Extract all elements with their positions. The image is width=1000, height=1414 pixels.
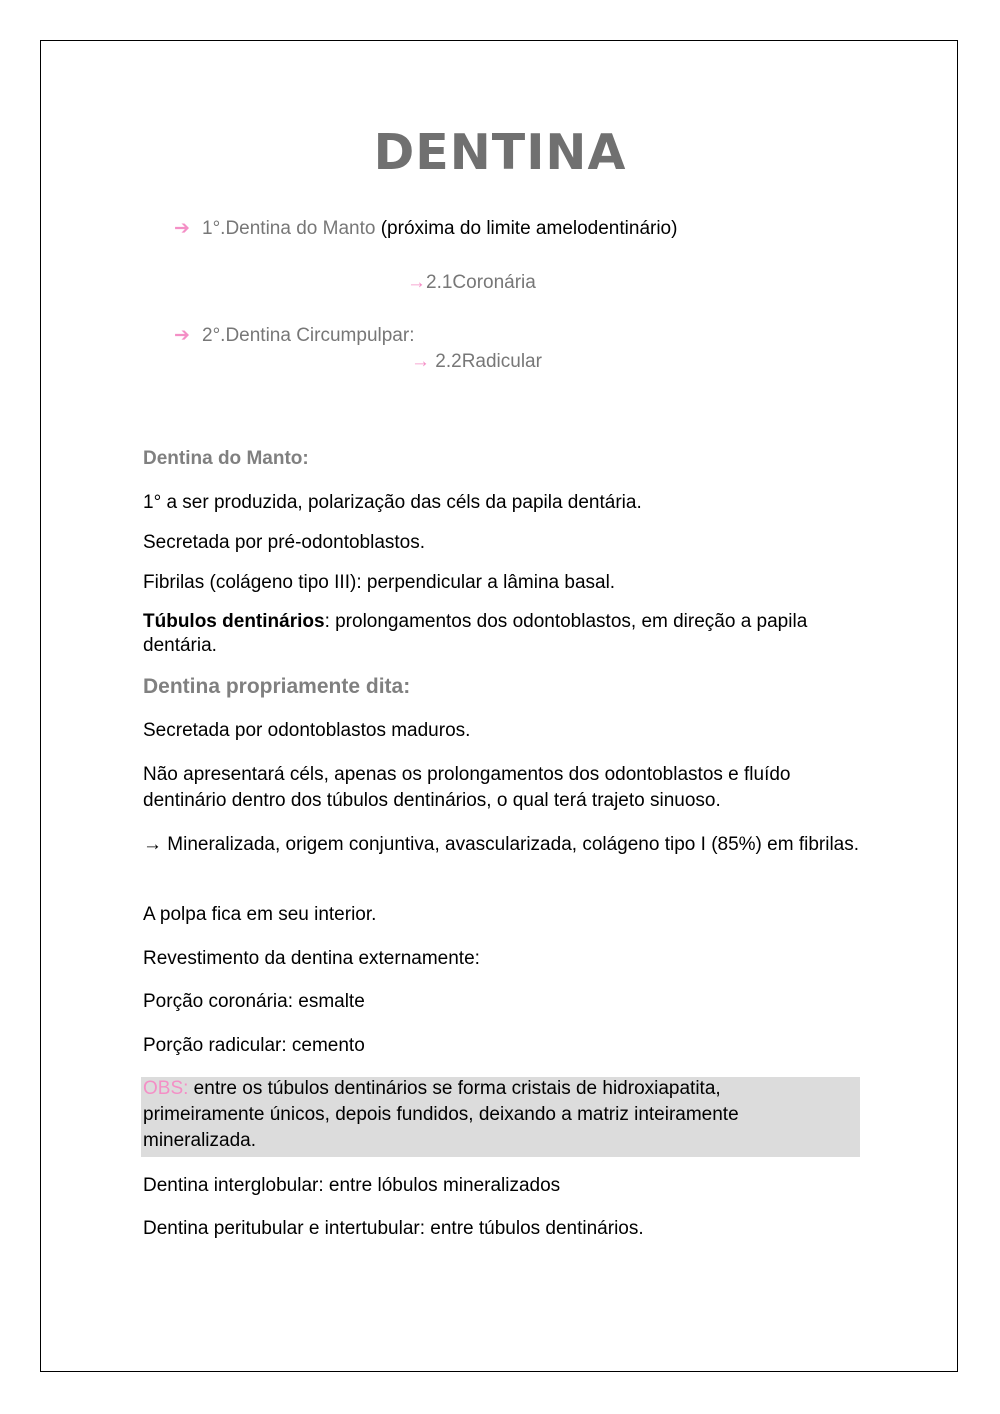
obs-label: OBS: [143, 1078, 189, 1099]
arrow-right-icon: → [411, 351, 430, 372]
propria-paragraph-7: Porção radicular: cemento [143, 1035, 365, 1056]
tubulos-term: Túbulos dentinários [143, 611, 325, 632]
propria-paragraph-1: Secretada por odontoblastos maduros. [143, 720, 471, 741]
interglobular-paragraph: Dentina interglobular: entre lóbulos mineralizados [143, 1175, 561, 1196]
section-heading-propria: Dentina propriamente dita: [143, 675, 411, 698]
arrow-right-icon: ➔ [174, 218, 190, 239]
outline-item-1-note: (próxima do limite amelodentinário) [380, 218, 678, 239]
outline-subitem-1 [407, 271, 536, 295]
outline-subitem-2 [411, 350, 542, 374]
outline-subitem-2-label: 2.2Radicular [435, 351, 542, 372]
outline-item-1 [174, 217, 677, 241]
outline-item-2-label: 2°.Dentina Circumpulpar: [202, 325, 415, 346]
manto-paragraph-4 [143, 610, 863, 658]
manto-paragraph-1: 1° a ser produzida, polarização das céls da papila dentária. [143, 492, 642, 513]
propria-paragraph-2: Não apresentará céls, apenas os prolongamentos dos odontoblastos e fluído dentinário dentro dos túbulos dentinários, o qual terá trajeto sinuoso. [143, 764, 791, 811]
outline-subitem-1-label: 2.1Coronária [426, 272, 536, 293]
outline-item-1-label: 1°.Dentina do Manto [202, 218, 376, 239]
manto-paragraph-3: Fibrilas (colágeno tipo III): perpendicular a lâmina basal. [143, 572, 616, 593]
manto-paragraph-2: Secretada por pré-odontoblastos. [143, 532, 426, 553]
propria-paragraph-5: Revestimento da dentina externamente: [143, 948, 480, 969]
outline-item-2 [174, 324, 414, 348]
page-title: DENTINA [373, 124, 627, 181]
arrow-right-icon: → [407, 272, 426, 293]
arrow-right-icon: ➔ [174, 325, 190, 346]
propria-paragraph-4: A polpa fica em seu interior. [143, 904, 377, 925]
obs-text: entre os túbulos dentinários se forma cristais de hidroxiapatita, primeiramente únicos, depois fundidos, deixando a matriz inteiramente mineralizada. [143, 1078, 739, 1151]
obs-paragraph [143, 1076, 843, 1154]
propria-paragraph-3: → Mineralizada, origem conjuntiva, avascularizada, colágeno tipo I (85%) em fibrilas. [143, 834, 860, 855]
peritubular-paragraph: Dentina peritubular e intertubular: entre túbulos dentinários. [143, 1218, 644, 1239]
tubulos-definition: : prolongamentos dos odontoblastos, em direção a papila dentária. [143, 611, 808, 656]
propria-paragraph-6: Porção coronária: esmalte [143, 991, 365, 1012]
section-heading-manto: Dentina do Manto: [143, 448, 309, 469]
